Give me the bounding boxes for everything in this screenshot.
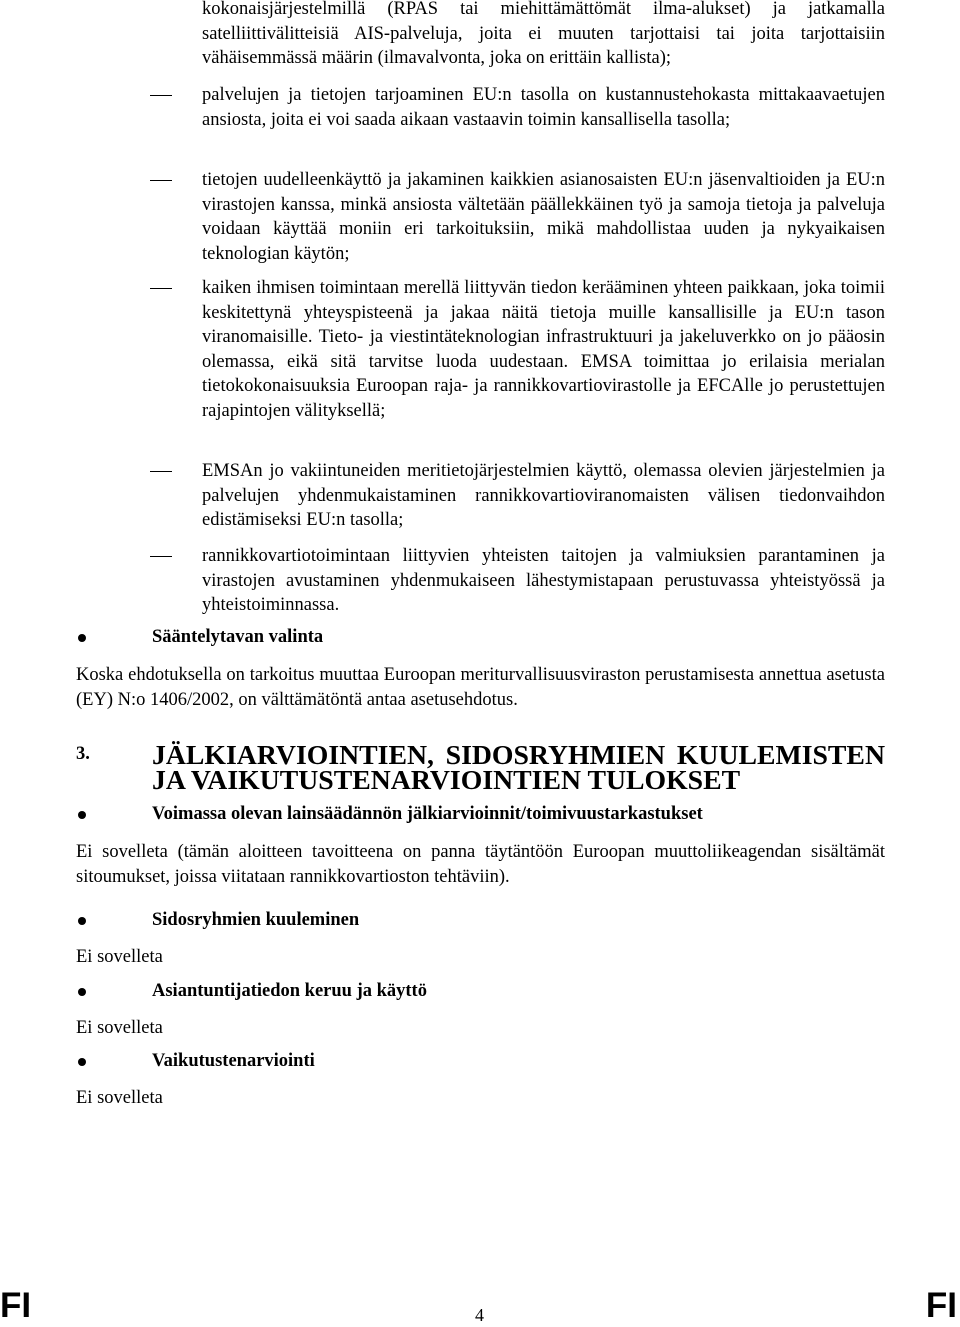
subsection-text: Ei sovelleta [76,947,163,967]
list-item [150,83,885,132]
list-item [150,168,885,266]
bullet-icon [78,1058,86,1066]
subsection-heading: Voimassa olevan lainsäädännön jälkiarvioinnit/toimivuustarkastukset [152,804,703,824]
page-number: 4 [475,1305,484,1325]
subsection-heading: Vaikutustenarviointi [152,1051,315,1071]
footer-language-right: FI [925,1286,957,1325]
list-item [150,276,885,423]
intro-continuation: kokonaisjärjestelmillä (RPAS tai miehittämättömät ilma-alukset) ja jatkamalla satelliittivälitteisiä AIS-palveluja, joita ei muuten tarjottaisi tai joita tarjottaisiin vähäisemmässä määrin (ilmavalvonta, joka on erittäin kallista); [202,0,885,68]
list-item-text: EMSAn jo vakiintuneiden meritietojärjestelmien käyttö, olemassa olevien järjestelmien ja palvelujen yhdenmukaistaminen rannikkovartioviranomaisten välisen tiedonvaihdon edistämiseksi EU:n tasolla; [202,461,885,530]
subsection-text: Ei sovelleta (tämän aloitteen tavoitteena on panna täytäntöön Euroopan muuttoliikeagendan sisältämät sitoumukset, joissa viitataan rannikkovartioston tehtäviin). [76,842,885,887]
subsection-text: Ei sovelleta [76,1018,163,1038]
regulatory-choice-heading: Sääntelytavan valinta [152,627,324,647]
list-item-text: tietojen uudelleenkäyttö ja jakaminen kaikkien asianosaisten EU:n jäsenvaltioiden ja EU:n virastojen kanssa, minkä ansiosta vältetään päällekkäinen työ ja samoja tietoja ja palveluja voidaan käyttää moniin eri tarkoituksiin, mikä mahdollistaa uuden ja nykyaikaisen teknologian käytön; [202,170,885,264]
footer-language-left: FI [0,1286,32,1325]
subsection-text: Ei sovelleta [76,1088,163,1108]
dash-marker [150,556,172,557]
bullet-icon [78,634,86,642]
bullet-icon [78,917,86,925]
dash-marker [150,288,172,289]
subsection-heading: Sidosryhmien kuuleminen [152,910,360,930]
dash-marker [150,95,172,96]
dash-marker [150,471,172,472]
section-title: JÄLKIARVIOINTIEN, SIDOSRYHMIEN KUULEMISTEN JA VAIKUTUSTENARVIOINTIEN TULOKSET [152,740,885,796]
list-item [150,459,885,533]
list-item [150,544,885,618]
dash-marker [150,180,172,181]
section-number: 3. [76,744,90,764]
subsection-heading: Asiantuntijatiedon keruu ja käyttö [152,981,427,1001]
list-item-text: palvelujen ja tietojen tarjoaminen EU:n tasolla on kustannustehokasta mittakaavaetujen ansiosta, joita ei voi saada aikaan vastaavin toimin kansallisella tasolla; [202,85,885,130]
bullet-icon [78,988,86,996]
list-item-text: rannikkovartiotoimintaan liittyvien yhteisten taitojen ja valmiuksien parantaminen ja virastojen avustaminen yhdenmukaiseen lähestymistapaan perustuvassa yhteistyössä ja yhteistoiminnassa. [202,546,885,615]
list-item-text: kaiken ihmisen toimintaan merellä liittyvän tiedon kerääminen yhteen paikkaan, joka toimii keskitettynä yhteyspisteenä ja jakaa näitä tietoja muille kansallisille ja EU:n tason viranomaisille. Tieto- ja viestintäteknologian infrastruktuuri ja jakeluverkko on jo pääosin olemassa, eikä sitä tarvitse luoda uudestaan. EMSA toimittaa jo erilaisia merialan tietokokonaisuuksia Euroopan raja- ja rannikkovartiovirastolle ja EFCAlle jo perustettujen rajapintojen välityksellä; [202,278,885,421]
regulatory-choice-text: Koska ehdotuksella on tarkoitus muuttaa Euroopan meriturvallisuusviraston perustamisesta annettua asetusta (EY) N:o 1406/2002, on välttämätöntä antaa asetusehdotus. [76,665,885,710]
bullet-icon [78,811,86,819]
